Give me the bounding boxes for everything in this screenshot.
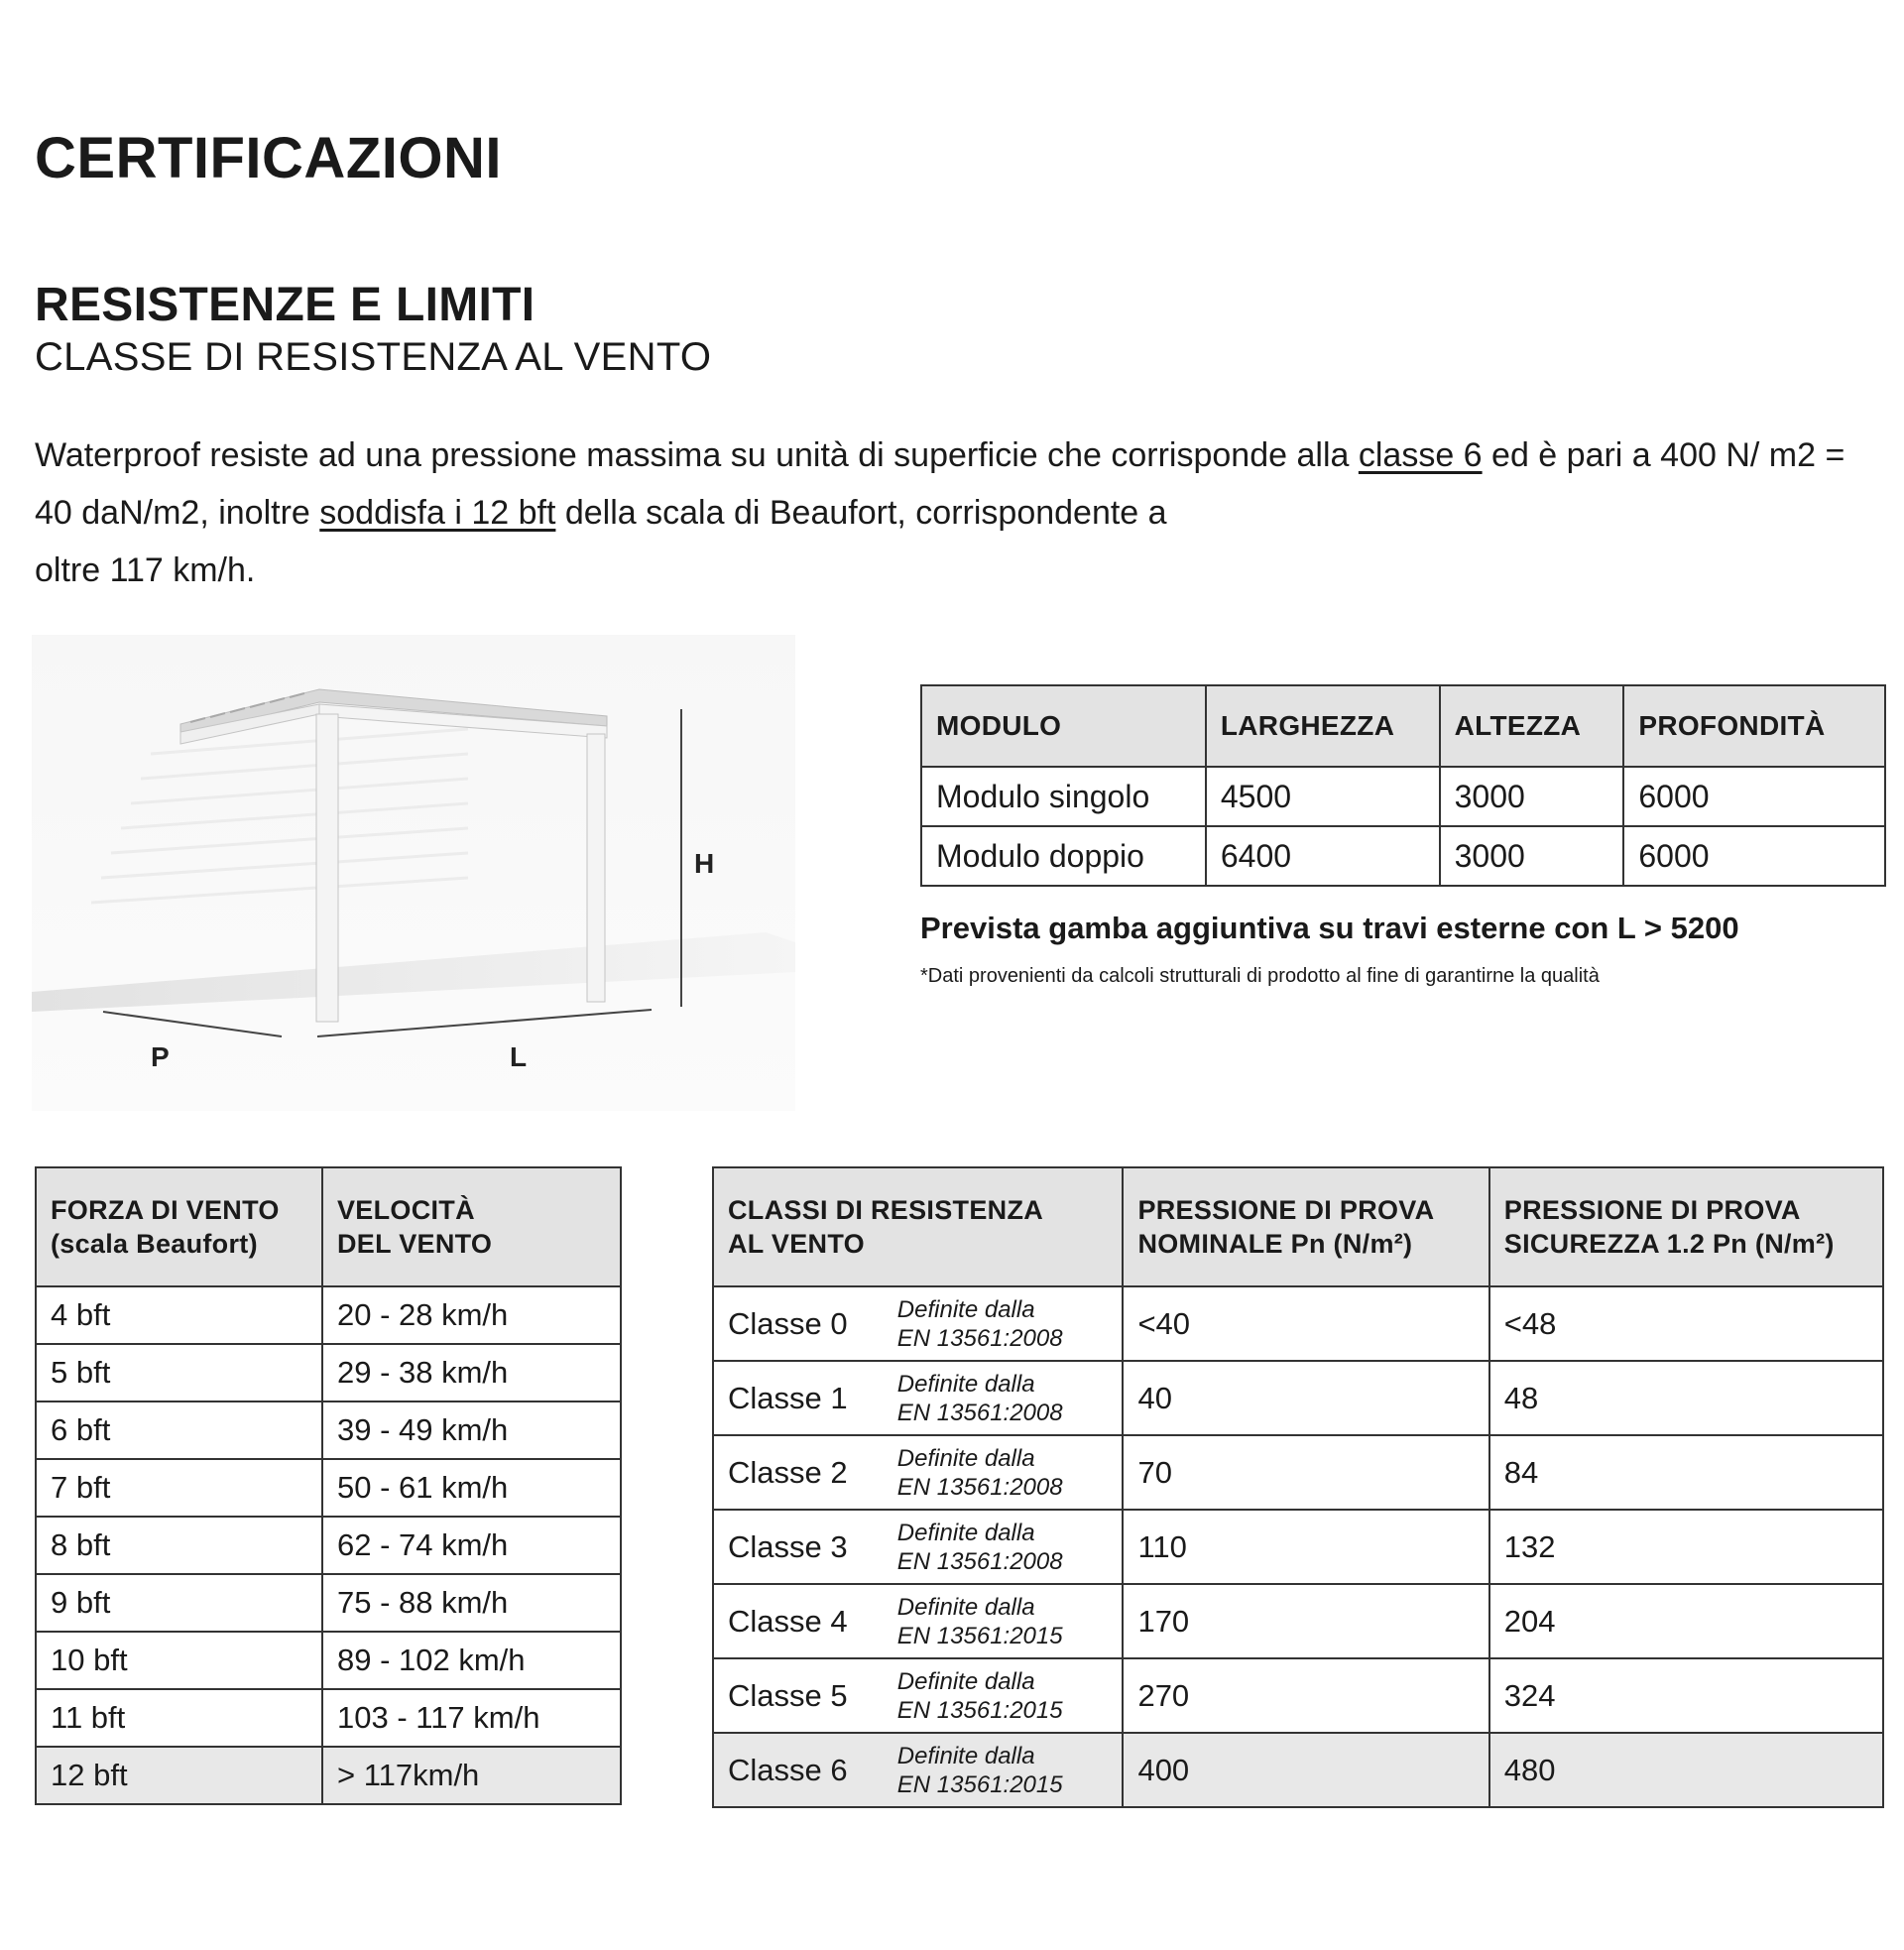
cell: 40 [1123, 1361, 1488, 1435]
norm-line: EN 13561:2008 [896, 1547, 1063, 1575]
header-classi-resistenza [713, 1167, 1123, 1286]
header-pressione-sicurezza [1489, 1167, 1883, 1286]
norm-line: EN 13561:2015 [896, 1696, 1063, 1724]
cell: 89 - 102 km/h [322, 1632, 621, 1689]
cell: Modulo singolo [921, 767, 1206, 826]
cell: 20 - 28 km/h [322, 1286, 621, 1344]
norm-cell [888, 1733, 1124, 1807]
module-dimensions-table [920, 684, 1886, 887]
norm-line: Definite dalla [896, 1519, 1035, 1546]
cell: 6000 [1623, 826, 1885, 886]
header-line: SICUREZZA 1.2 Pn (N/m²) [1503, 1229, 1835, 1259]
norm-line: EN 13561:2008 [896, 1399, 1063, 1426]
norm-line: Definite dalla [896, 1295, 1035, 1323]
table-row [36, 1286, 621, 1344]
table-row [921, 767, 1885, 826]
table-row [713, 1658, 1883, 1733]
label-h: H [694, 848, 715, 879]
class-cell: Classe 6 [713, 1733, 888, 1807]
label-p: P [151, 1041, 170, 1072]
header-velocita-vento [322, 1167, 621, 1286]
wind-class-table [712, 1166, 1884, 1808]
cell: 132 [1489, 1510, 1883, 1584]
norm-line: EN 13561:2015 [896, 1770, 1063, 1798]
norm-line: Definite dalla [896, 1742, 1035, 1769]
header-line: NOMINALE Pn (N/m²) [1137, 1229, 1413, 1259]
header-line: CLASSI DI RESISTENZA [728, 1195, 1044, 1225]
table-row [36, 1574, 621, 1632]
intro-text: della scala di Beaufort, corrispondente a [555, 494, 1167, 532]
cell: 50 - 61 km/h [322, 1459, 621, 1517]
cell: 39 - 49 km/h [322, 1402, 621, 1459]
cell: 12 bft [36, 1747, 322, 1804]
class-cell: Classe 2 [713, 1435, 888, 1510]
table-row [921, 826, 1885, 886]
header-profondita: PROFONDITÀ [1623, 685, 1885, 767]
header-line: PRESSIONE DI PROVA [1137, 1195, 1435, 1225]
intro-paragraph [35, 427, 1879, 599]
norm-line: Definite dalla [896, 1370, 1035, 1398]
norm-line: EN 13561:2015 [896, 1622, 1063, 1649]
cell: 9 bft [36, 1574, 322, 1632]
table-row-highlighted [36, 1747, 621, 1804]
header-forza-vento [36, 1167, 322, 1286]
section-title: RESISTENZE E LIMITI [35, 279, 536, 331]
norm-cell [888, 1435, 1124, 1510]
cell: <40 [1123, 1286, 1488, 1361]
header-line: PRESSIONE DI PROVA [1503, 1195, 1801, 1225]
header-larghezza: LARGHEZZA [1206, 685, 1440, 767]
table-header-row [713, 1167, 1883, 1286]
norm-cell [888, 1510, 1124, 1584]
cell: 400 [1123, 1733, 1488, 1807]
header-modulo: MODULO [921, 685, 1206, 767]
cell: 75 - 88 km/h [322, 1574, 621, 1632]
cell: 170 [1123, 1584, 1488, 1658]
norm-line: Definite dalla [896, 1444, 1035, 1472]
class-cell: Classe 1 [713, 1361, 888, 1435]
cell: 70 [1123, 1435, 1488, 1510]
norm-cell [888, 1584, 1124, 1658]
12-bft-highlight: soddisfa i 12 bft [319, 494, 556, 532]
header-pressione-nominale [1123, 1167, 1488, 1286]
table-row [36, 1517, 621, 1574]
table-row-highlighted [713, 1733, 1883, 1807]
table-header-row [36, 1167, 621, 1286]
table-header-row [921, 685, 1885, 767]
module-footnote: *Dati provenienti da calcoli strutturali di prodotto al fine di garantirne la qualità [920, 965, 1600, 987]
section-subtitle: CLASSE DI RESISTENZA AL VENTO [35, 335, 712, 379]
cell: 204 [1489, 1584, 1883, 1658]
norm-cell [888, 1658, 1124, 1733]
front-right-post [587, 734, 605, 1002]
cell: 3000 [1440, 826, 1624, 886]
cell: 7 bft [36, 1459, 322, 1517]
cell: 4 bft [36, 1286, 322, 1344]
table-row [713, 1361, 1883, 1435]
table-row [36, 1689, 621, 1747]
cell: 62 - 74 km/h [322, 1517, 621, 1574]
header-altezza: ALTEZZA [1440, 685, 1624, 767]
cell: 29 - 38 km/h [322, 1344, 621, 1402]
norm-cell [888, 1361, 1124, 1435]
class-cell: Classe 0 [713, 1286, 888, 1361]
page-title: CERTIFICAZIONI [35, 126, 502, 190]
label-l: L [510, 1041, 528, 1072]
table-row [713, 1510, 1883, 1584]
table-row [713, 1435, 1883, 1510]
intro-text: oltre 117 km/h. [35, 551, 256, 589]
intro-text: ed è pari a 400 N/ m2 = 40 daN/m2, inoltre [35, 436, 1845, 532]
class-cell: Classe 5 [713, 1658, 888, 1733]
cell: > 117km/h [322, 1747, 621, 1804]
header-line: FORZA DI VENTO [51, 1195, 280, 1225]
header-line: DEL VENTO [336, 1229, 493, 1259]
cell: 6400 [1206, 826, 1440, 886]
cell: Modulo doppio [921, 826, 1206, 886]
table-row [36, 1632, 621, 1689]
class-6-highlight: classe 6 [1358, 436, 1483, 474]
norm-line: Definite dalla [896, 1593, 1035, 1621]
cell: 5 bft [36, 1344, 322, 1402]
cell: 48 [1489, 1361, 1883, 1435]
cell: 11 bft [36, 1689, 322, 1747]
cell: 6 bft [36, 1402, 322, 1459]
norm-line: EN 13561:2008 [896, 1473, 1063, 1501]
cell: 84 [1489, 1435, 1883, 1510]
cell: 110 [1123, 1510, 1488, 1584]
cell: 103 - 117 km/h [322, 1689, 621, 1747]
cell: 6000 [1623, 767, 1885, 826]
cell: 10 bft [36, 1632, 322, 1689]
table-row [36, 1344, 621, 1402]
cell: 270 [1123, 1658, 1488, 1733]
cell: <48 [1489, 1286, 1883, 1361]
cell: 4500 [1206, 767, 1440, 826]
class-cell: Classe 3 [713, 1510, 888, 1584]
cell: 480 [1489, 1733, 1883, 1807]
cell: 8 bft [36, 1517, 322, 1574]
cell: 3000 [1440, 767, 1624, 826]
table-row [36, 1459, 621, 1517]
front-left-post [316, 714, 338, 1022]
header-line: VELOCITÀ [336, 1195, 475, 1225]
header-line: (scala Beaufort) [51, 1229, 258, 1259]
norm-cell [888, 1286, 1124, 1361]
table-row [713, 1584, 1883, 1658]
class-cell: Classe 4 [713, 1584, 888, 1658]
module-note: Prevista gamba aggiuntiva su travi esterne con L > 5200 [920, 911, 1739, 945]
wind-force-table [35, 1166, 622, 1805]
pergola-illustration [32, 635, 795, 1111]
header-line: AL VENTO [728, 1229, 865, 1259]
table-row [36, 1402, 621, 1459]
table-row [713, 1286, 1883, 1361]
cell: 324 [1489, 1658, 1883, 1733]
intro-text: Waterproof resiste ad una pressione massima su unità di superficie che corrisponde alla [35, 436, 1359, 474]
norm-line: Definite dalla [896, 1667, 1035, 1695]
norm-line: EN 13561:2008 [896, 1324, 1063, 1352]
